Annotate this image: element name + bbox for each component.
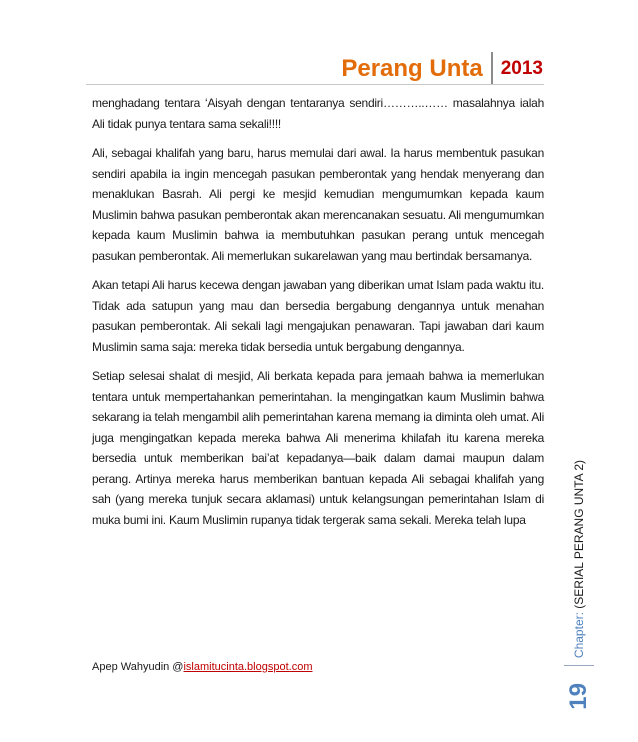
header-year: 2013 [500,58,543,79]
paragraph: Akan tetapi Ali harus kecewa dengan jawaban yang diberikan umat Islam pada waktu itu. Tidak ada satupun yang mau dan bersedia bergabung dengannya untuk menahan pasukan pemberontak. Ali sekali lagi mengajukan penawaran. Tapi jawaban dari kaum Muslimin sama saja: mereka tidak bersedia untuk bergabung dengannya. [92,278,544,354]
sidebar-rule [564,665,594,666]
page-header [341,52,543,84]
page-number-container [560,670,598,722]
chapter-title: (SERIAL PERANG UNTA 2) [572,459,586,609]
page-number: 19 [565,682,592,710]
chapter-label-container [560,388,598,658]
chapter-prefix: Chapter: [572,611,586,658]
paragraph: Ali, sebagai khalifah yang baru, harus memulai dari awal. Ia harus membentuk pasukan sendiri apabila ia ingin mencegah pasukan pemberontak yang hendak menyerang dan menaklukan Basrah. Ali pergi ke mesjid kemudian mengumumkan kepada kaum Muslimin bahwa pasukan pemberontak akan merencanakan sesuatu. Ali mengumumkan kepada kaum Muslimin bahwa ia membutuhkan pasukan perang untuk mencegah pasukan pemberontak. Ali memerlukan sukarelawan yang mau bertindak bersamanya. [92,146,544,263]
header-rule [86,84,544,85]
chapter-label [572,460,586,658]
paragraph: menghadang tentara ‘Aisyah dengan tentaranya sendiri………..…… masalahnya ialah Ali tidak punya tentara sama sekali!!!! [92,96,544,131]
header-title: Perang Unta [341,55,483,82]
footer-link[interactable]: islamitucinta.blogspot.com [183,661,313,673]
footer-author: Apep Wahyudin @ [92,661,184,673]
paragraph: Setiap selesai shalat di mesjid, Ali berkata kepada para jemaah bahwa ia memerlukan tentara untuk mempertahankan pemerintahan. Ia mengingatkan kaum Muslimin bahwa sekarang ia telah mengambil alih pemerintahan karena memang ia diminta oleh umat. Ali juga mengingatkan kepada mereka bahwa Ali menerima khilafah itu karena mereka bersedia untuk memberikan bai’at kepadanya—baik dalam damai maupun dalam perang. Artinya mereka harus memberikan bantuan kepada Ali sebagai khalifah yang sah (yang mereka tunjuk secara aklamasi) untuk kelangsungan pemerintahan Islam di muka bumi ini. Kaum Muslimin rupanya tidak tergerak sama sekali. Mereka telah lupa [92,369,544,527]
body-text [92,93,544,539]
page-footer [92,661,313,673]
chapter-sidebar [560,390,598,730]
